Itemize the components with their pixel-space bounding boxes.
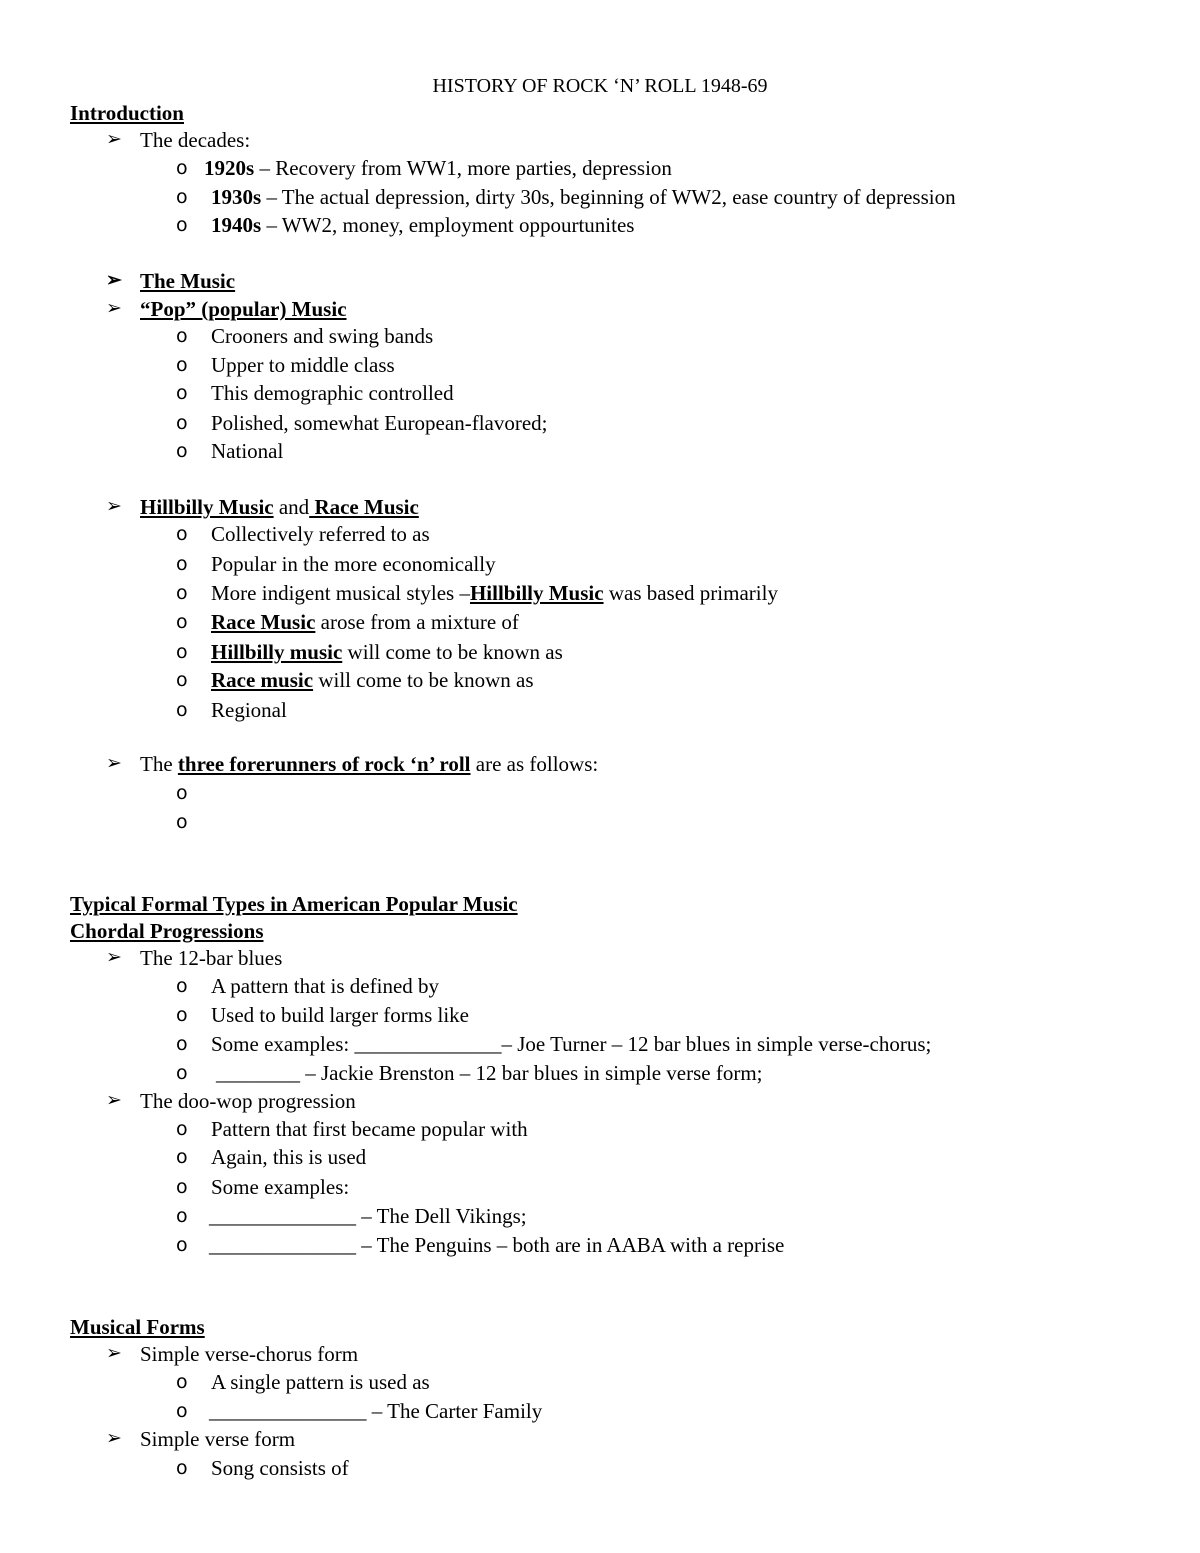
- arrow-bullet-icon: ➢: [106, 1343, 122, 1364]
- hillbilly-item: Hillbilly music will come to be known as: [211, 640, 563, 664]
- doowop-item: ______________ – The Dell Vikings;: [209, 1204, 527, 1228]
- circle-bullet-icon: o: [176, 157, 188, 179]
- arrow-bullet-icon: ➢: [106, 270, 122, 291]
- arrow-bullet-icon: ➢: [106, 129, 122, 150]
- arrow-bullet-icon: ➢: [106, 947, 122, 968]
- document-title: HISTORY OF ROCK ‘N’ ROLL 1948-69: [432, 75, 768, 97]
- doowop-item: ______________ – The Penguins – both are in AABA with a reprise: [209, 1233, 785, 1257]
- circle-bullet-icon: o: [176, 354, 188, 376]
- verse-chorus-item: A single pattern is used as: [211, 1370, 430, 1394]
- verse-form-label: Simple verse form: [140, 1427, 296, 1451]
- doowop-item: Pattern that first became popular with: [211, 1117, 528, 1141]
- hillbilly-item: Race Music arose from a mixture of: [211, 610, 519, 634]
- circle-bullet-icon: o: [176, 611, 188, 633]
- doowop-item: Some examples:: [211, 1175, 350, 1199]
- circle-bullet-icon: o: [176, 523, 188, 545]
- circle-bullet-icon: o: [176, 1205, 188, 1227]
- arrow-bullet-icon: ➢: [106, 753, 122, 774]
- circle-bullet-icon: o: [176, 811, 188, 833]
- hillbilly-item: Popular in the more economically: [211, 552, 496, 576]
- pop-item: National: [211, 439, 284, 463]
- circle-bullet-icon: o: [176, 582, 188, 604]
- forerunners-line: The three forerunners of rock ‘n’ roll are as follows:: [140, 752, 599, 776]
- heading-the-music: The Music: [140, 269, 236, 293]
- circle-bullet-icon: o: [176, 782, 188, 804]
- circle-bullet-icon: o: [176, 1004, 188, 1026]
- section-heading-chordal-progressions: Chordal Progressions: [70, 919, 264, 943]
- circle-bullet-icon: o: [176, 975, 188, 997]
- circle-bullet-icon: o: [176, 669, 188, 691]
- pop-item: This demographic controlled: [211, 381, 454, 405]
- arrow-bullet-icon: ➢: [106, 298, 122, 319]
- circle-bullet-icon: o: [176, 1371, 188, 1393]
- pop-item: Crooners and swing bands: [211, 324, 434, 348]
- circle-bullet-icon: o: [176, 1118, 188, 1140]
- circle-bullet-icon: o: [176, 325, 188, 347]
- decade-1940s: 1940s – WW2, money, employment oppourtunites: [211, 213, 635, 237]
- circle-bullet-icon: o: [176, 1033, 188, 1055]
- hillbilly-item: Collectively referred to as: [211, 522, 430, 546]
- verse-chorus-item: _______________ – The Carter Family: [209, 1399, 543, 1423]
- blues-item: A pattern that is defined by: [211, 974, 440, 998]
- arrow-bullet-icon: ➢: [106, 496, 122, 517]
- circle-bullet-icon: o: [176, 1176, 188, 1198]
- heading-pop-music: “Pop” (popular) Music: [140, 297, 347, 321]
- circle-bullet-icon: o: [176, 641, 188, 663]
- circle-bullet-icon: o: [176, 1234, 188, 1256]
- verse-form-item: Song consists of: [211, 1456, 349, 1480]
- arrow-bullet-icon: ➢: [106, 1428, 122, 1449]
- circle-bullet-icon: o: [176, 186, 188, 208]
- blues-label: The 12-bar blues: [140, 946, 283, 970]
- hillbilly-item: Regional: [211, 698, 287, 722]
- section-heading-musical-forms: Musical Forms: [70, 1315, 205, 1339]
- decade-1930s: 1930s – The actual depression, dirty 30s, beginning of WW2, ease country of depression: [211, 185, 956, 209]
- pop-item: Polished, somewhat European-flavored;: [211, 411, 548, 435]
- circle-bullet-icon: o: [176, 553, 188, 575]
- section-heading-formal-types: Typical Formal Types in American Popular Music: [70, 892, 518, 916]
- decades-label: The decades:: [140, 128, 251, 152]
- verse-chorus-label: Simple verse-chorus form: [140, 1342, 359, 1366]
- circle-bullet-icon: o: [176, 214, 188, 236]
- decade-1920s: 1920s – Recovery from WW1, more parties, depression: [204, 156, 672, 180]
- doowop-label: The doo-wop progression: [140, 1089, 356, 1113]
- circle-bullet-icon: o: [176, 412, 188, 434]
- blues-item: ________ – Jackie Brenston – 12 bar blues in simple verse form;: [216, 1061, 763, 1085]
- circle-bullet-icon: o: [176, 699, 188, 721]
- heading-hillbilly-race-music: Hillbilly Music and Race Music: [140, 495, 419, 519]
- blues-item: Some examples: ______________– Joe Turner – 12 bar blues in simple verse-chorus;: [211, 1032, 932, 1056]
- blues-item: Used to build larger forms like: [211, 1003, 469, 1027]
- section-heading-introduction: Introduction: [70, 101, 184, 125]
- hillbilly-item: More indigent musical styles –Hillbilly Music was based primarily: [211, 581, 778, 605]
- hillbilly-item: Race music will come to be known as: [211, 668, 534, 692]
- circle-bullet-icon: o: [176, 1457, 188, 1479]
- circle-bullet-icon: o: [176, 1062, 188, 1084]
- doowop-item: Again, this is used: [211, 1145, 367, 1169]
- pop-item: Upper to middle class: [211, 353, 395, 377]
- arrow-bullet-icon: ➢: [106, 1090, 122, 1111]
- circle-bullet-icon: o: [176, 1146, 188, 1168]
- circle-bullet-icon: o: [176, 382, 188, 404]
- circle-bullet-icon: o: [176, 440, 188, 462]
- circle-bullet-icon: o: [176, 1400, 188, 1422]
